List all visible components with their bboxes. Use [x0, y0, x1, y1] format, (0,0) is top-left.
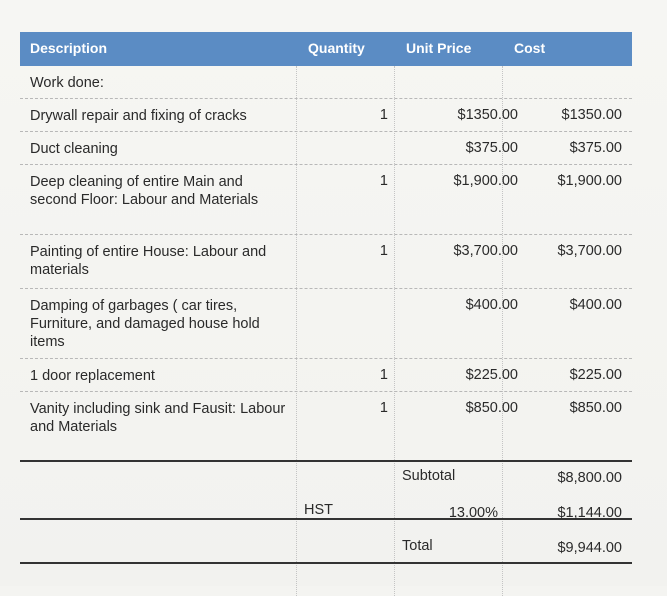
table-row [20, 359, 632, 392]
row-quantity: 1 [379, 400, 388, 416]
table-row [20, 132, 632, 165]
row-cost: $3,700.00 [557, 243, 622, 259]
subtotal-value: $8,800.00 [557, 470, 622, 486]
row-cost: $850.00 [569, 400, 622, 416]
tax-value: $1,144.00 [557, 505, 622, 521]
total-label: Total [402, 538, 433, 554]
row-unit-price: $850.00 [465, 400, 518, 416]
row-description: Painting of entire House: Labour and materials [30, 244, 267, 278]
row-quantity: 1 [379, 107, 388, 123]
row-unit-price: $1,900.00 [453, 173, 518, 189]
row-unit-price: $400.00 [465, 297, 518, 313]
table-row [20, 235, 632, 289]
table-row [20, 165, 632, 235]
invoice-table [20, 32, 632, 556]
row-description: 1 door replacement [30, 368, 155, 384]
row-description: Vanity including sink and Fausit: Labour and Materials [30, 401, 286, 435]
row-quantity: 1 [379, 367, 388, 383]
table-header [20, 32, 632, 66]
row-cost: $400.00 [569, 297, 622, 313]
row-description: Deep cleaning of entire Main and second Floor: Labour and Materials [30, 174, 259, 208]
header-cost: Cost [514, 40, 546, 56]
tax-label: HST [304, 502, 333, 518]
total-value: $9,944.00 [557, 540, 622, 556]
table-row [20, 66, 632, 99]
row-unit-price: $3,700.00 [453, 243, 518, 259]
row-description: Work done: [30, 75, 104, 91]
summary-rule [20, 562, 632, 564]
row-cost: $225.00 [569, 367, 622, 383]
row-description: Duct cleaning [30, 141, 118, 157]
row-unit-price: $1350.00 [457, 107, 518, 123]
row-description: Drywall repair and fixing of cracks [30, 108, 247, 124]
row-cost: $375.00 [569, 140, 622, 156]
table-row [20, 392, 632, 442]
subtotal-label: Subtotal [402, 468, 456, 484]
row-cost: $1350.00 [561, 107, 622, 123]
header-description: Description [30, 40, 108, 56]
row-quantity: 1 [379, 243, 388, 259]
header-quantity: Quantity [308, 40, 365, 56]
row-unit-price: $225.00 [465, 367, 518, 383]
row-quantity: 1 [379, 173, 388, 189]
tax-rate: 13.00% [448, 505, 498, 521]
table-row [20, 289, 632, 359]
row-cost: $1,900.00 [557, 173, 622, 189]
summary-rule [20, 460, 632, 462]
table-row [20, 99, 632, 132]
row-description: Damping of garbages ( car tires, Furniture, and damaged house hold items [30, 298, 260, 350]
row-unit-price: $375.00 [465, 140, 518, 156]
header-unit-price: Unit Price [406, 40, 472, 56]
